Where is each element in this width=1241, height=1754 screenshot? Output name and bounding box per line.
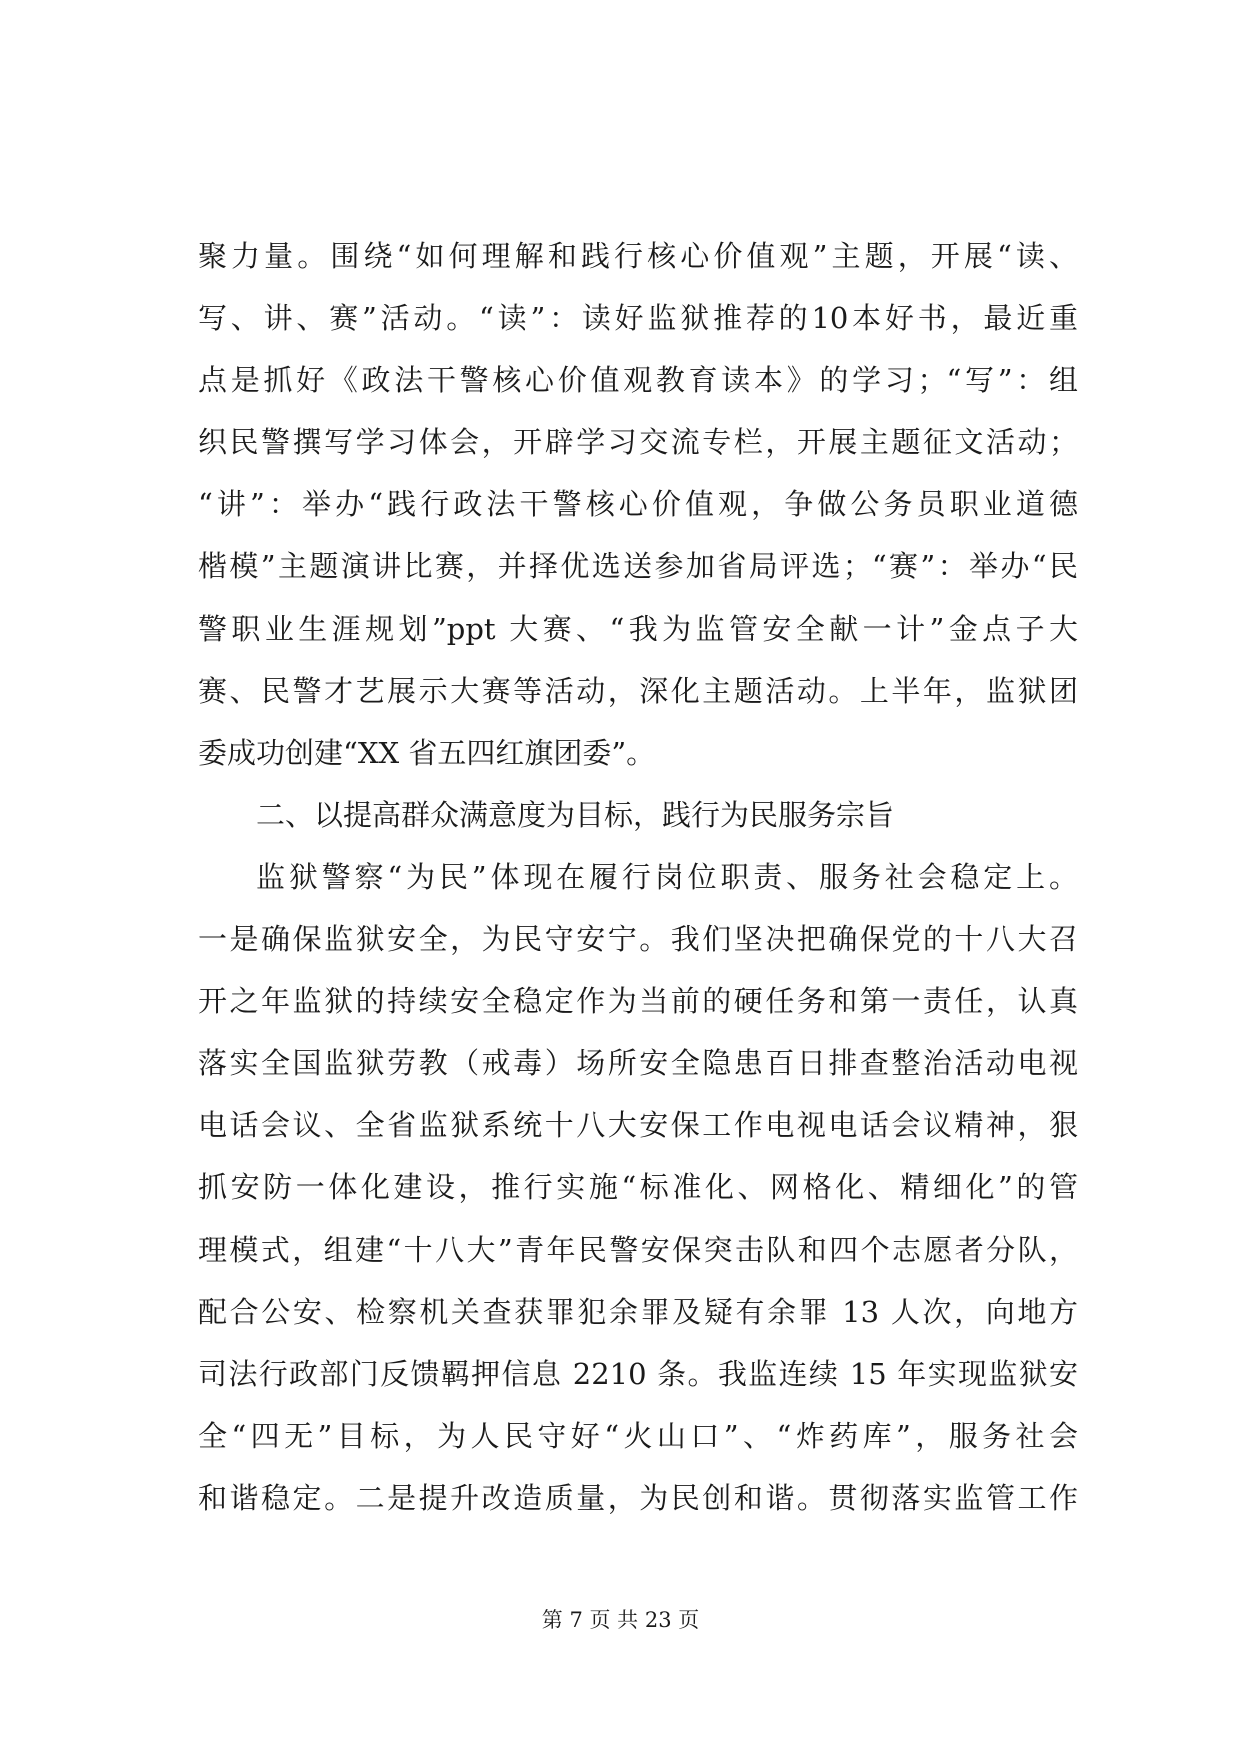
text-line: 电话会议、全省监狱系统十八大安保工作电视电话会议精神，狠	[198, 1108, 1078, 1143]
text-line: 开之年监狱的持续安全稳定作为当前的硬任务和第一责任，认真	[198, 984, 1078, 1019]
text-line: 配合公安、检察机关查获罪犯余罪及疑有余罪 13 人次，向地方	[198, 1294, 1078, 1329]
text-line: 落实全国监狱劳教（戒毒）场所安全隐患百日排查整治活动电视	[198, 1046, 1078, 1081]
text-line: 和谐稳定。二是提升改造质量，为民创和谐。贯彻落实监管工作	[198, 1480, 1078, 1515]
text-line: “讲”：举办“践行政法干警核心价值观，争做公务员职业道德	[198, 487, 1078, 522]
text-line: 全“四无”目标，为人民守好“火山口”、“炸药库”，服务社会	[198, 1418, 1078, 1453]
text-line: 抓安防一体化建设，推行实施“标准化、网格化、精细化”的管	[198, 1170, 1078, 1205]
text-line: 聚力量。围绕“如何理解和践行核心价值观”主题，开展“读、	[198, 239, 1078, 273]
text-line: 司法行政部门反馈羁押信息 2210 条。我监连续 15 年实现监狱安	[198, 1356, 1078, 1391]
text-line: 点是抓好《政法干警核心价值观教育读本》的学习；“写”：组	[198, 363, 1078, 398]
text-line: 写、讲、赛”活动。“读”：读好监狱推荐的10本好书，最近重	[198, 301, 1078, 336]
text-line: 赛、民警才艺展示大赛等活动，深化主题活动。上半年，监狱团	[198, 673, 1078, 708]
section-heading: 二、以提高群众满意度为目标，践行为民服务宗旨	[256, 797, 895, 832]
text-line: 一是确保监狱安全，为民守安宁。我们坚决把确保党的十八大召	[198, 922, 1078, 957]
page-number-footer: 第 7 页 共 23 页	[541, 1608, 700, 1632]
text-line: 织民警撰写学习体会，开辟学习交流专栏，开展主题征文活动；	[198, 425, 1078, 460]
text-line: 警职业生涯规划”ppt 大赛、“我为监管安全献一计”金点子大	[198, 611, 1078, 646]
text-line: 楷模”主题演讲比赛，并择优选送参加省局评选；“赛”：举办“民	[198, 549, 1078, 584]
text-line: 监狱警察“为民”体现在履行岗位职责、服务社会稳定上。	[256, 859, 1078, 894]
document-body	[198, 225, 1078, 1529]
text-line: 委成功创建“XX 省五四红旗团委”。	[198, 735, 656, 770]
text-line: 理模式，组建“十八大”青年民警安保突击队和四个志愿者分队，	[198, 1232, 1078, 1267]
